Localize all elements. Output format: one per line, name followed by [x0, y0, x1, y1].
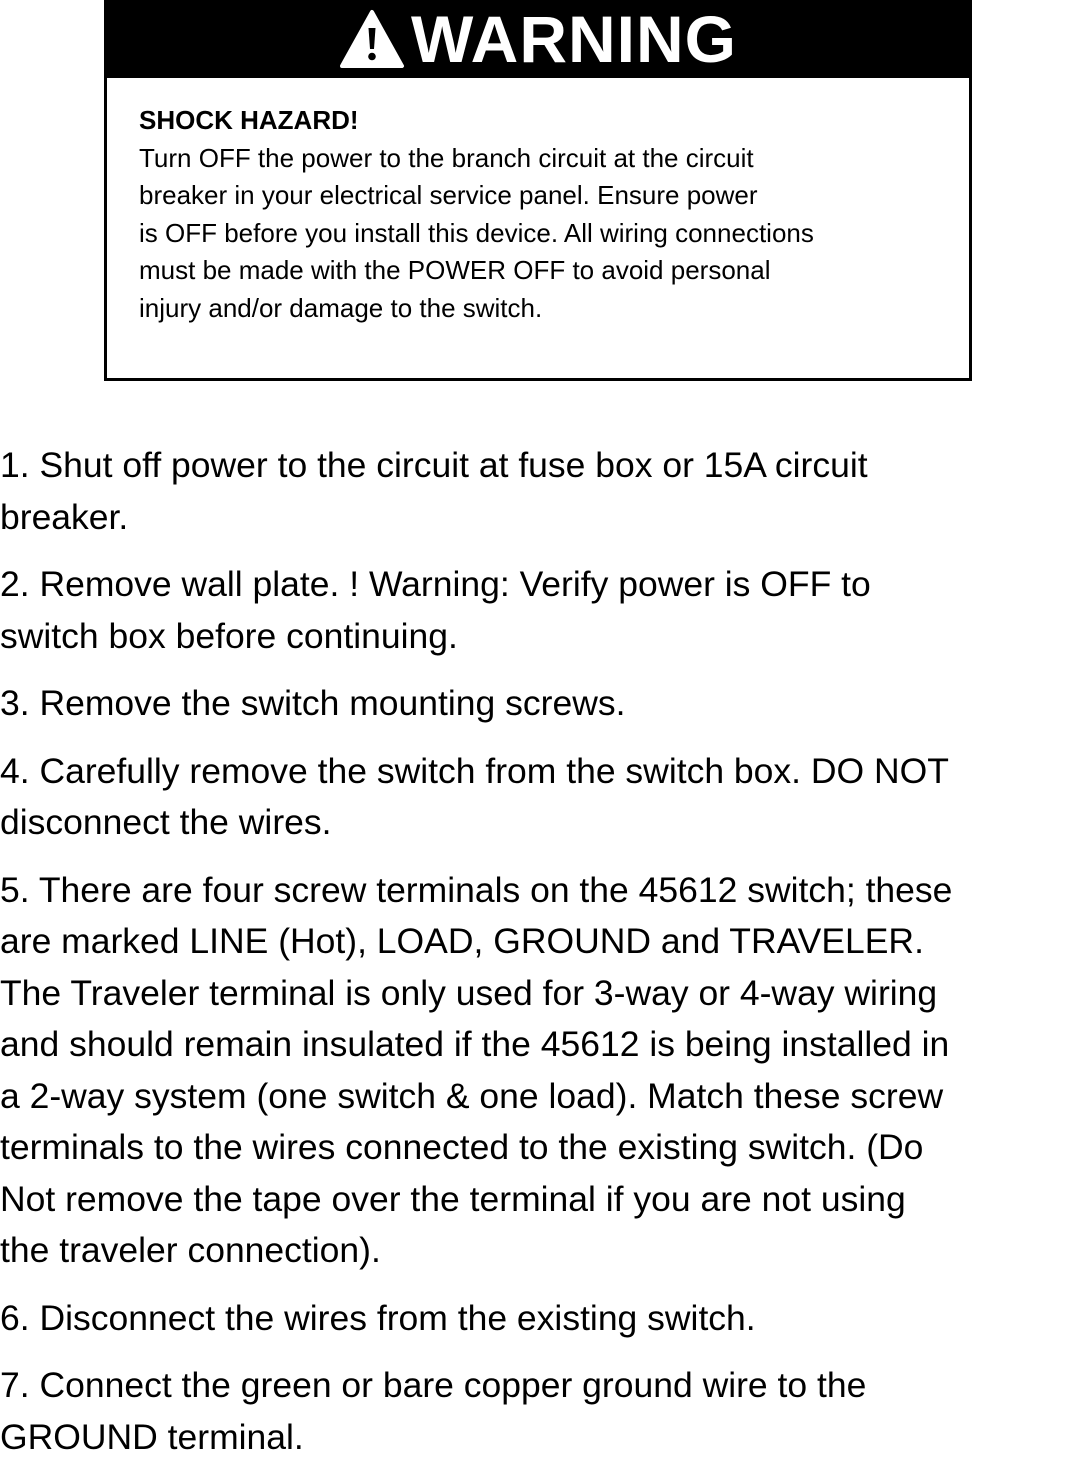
step-text-line: a 2-way system (one switch & one load). Match these screw	[0, 1075, 944, 1116]
instruction-steps	[0, 440, 1076, 1479]
step-text-line: and should remain insulated if the 45612 is being installed in	[0, 1024, 950, 1064]
step-4	[0, 746, 1076, 849]
step-5	[0, 865, 1076, 1277]
warning-text-line: Turn OFF the power to the branch circuit at the circuit	[139, 142, 754, 173]
step-text-line: 6. Disconnect the wires from the existing switch.	[0, 1297, 756, 1338]
step-text-line: 4. Carefully remove the switch from the switch box. DO NOT	[0, 750, 949, 791]
step-2	[0, 559, 1076, 662]
step-text-line: 2. Remove wall plate. ! Warning: Verify power is OFF to	[0, 564, 871, 604]
step-text-line: disconnect the wires.	[0, 802, 332, 842]
step-text-line: breaker.	[0, 496, 129, 537]
warning-title: WARNING	[411, 2, 737, 76]
warning-text-line: injury and/or damage to the switch.	[139, 292, 543, 323]
step-text-line: are marked LINE (Hot), LOAD, GROUND and TRAVELER.	[0, 921, 924, 961]
step-text-line: terminals to the wires connected to the existing switch. (Do	[0, 1127, 924, 1167]
step-text-line: 3. Remove the switch mounting screws.	[0, 683, 626, 723]
warning-box	[104, 0, 972, 381]
step-text-line: 1. Shut off power to the circuit at fuse box or 15A circuit	[0, 445, 868, 485]
step-text-line: GROUND terminal.	[0, 1416, 304, 1457]
step-6	[0, 1293, 1076, 1345]
step-7	[0, 1360, 1076, 1463]
step-text-line: 7. Connect the green or bare copper ground wire to the	[0, 1365, 867, 1405]
step-text-line: 5. There are four screw terminals on the 45612 switch; these	[0, 869, 953, 910]
warning-triangle-icon	[339, 9, 405, 69]
warning-text-line: must be made with the POWER OFF to avoid personal	[139, 255, 771, 285]
warning-header	[107, 0, 969, 78]
step-1	[0, 440, 1076, 543]
step-text-line: The Traveler terminal is only used for 3-way or 4-way wiring	[0, 972, 938, 1013]
step-3	[0, 678, 1076, 730]
step-text-line: Not remove the tape over the terminal if you are not using	[0, 1178, 906, 1219]
step-text-line: switch box before continuing.	[0, 615, 458, 656]
warning-body	[107, 78, 969, 327]
hazard-heading: SHOCK HAZARD!	[139, 105, 359, 135]
warning-text-line: breaker in your electrical service panel. Ensure power	[139, 180, 758, 210]
step-text-line: the traveler connection).	[0, 1230, 381, 1270]
warning-text-line: is OFF before you install this device. All wiring connections	[139, 217, 814, 248]
